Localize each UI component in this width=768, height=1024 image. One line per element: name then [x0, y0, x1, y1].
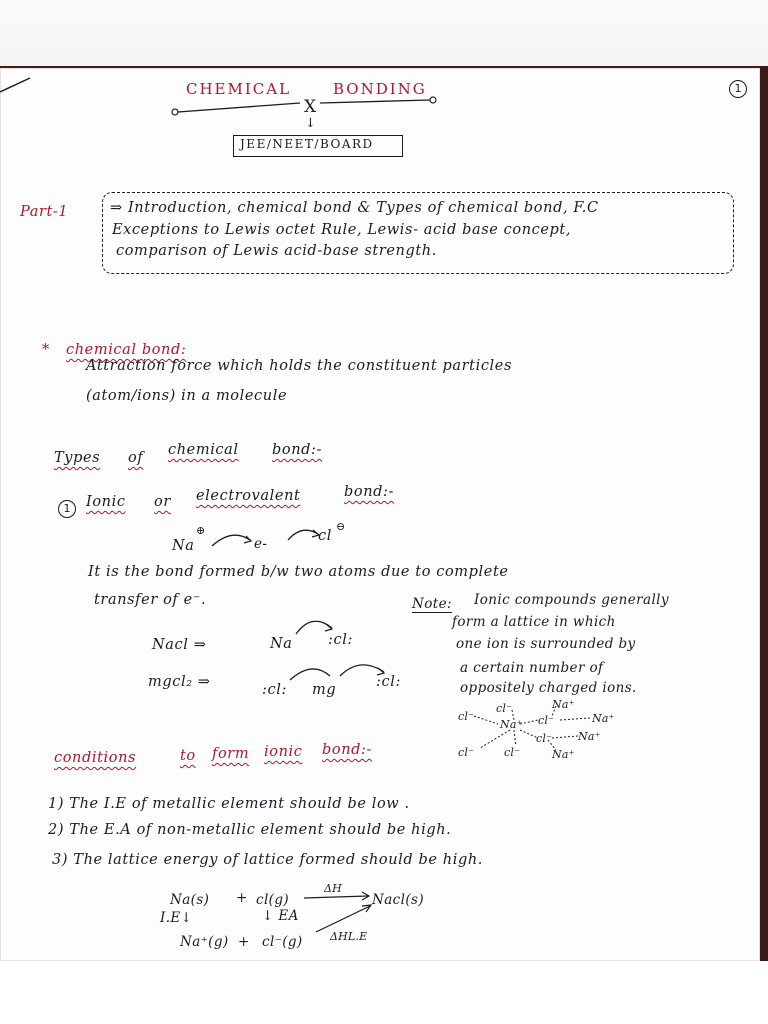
cycle-plus-1: + — [236, 890, 248, 906]
cycle-plus-2: + — [238, 934, 250, 950]
ionic-word-3: electrovalent — [196, 488, 301, 504]
condition-2: 2) The E.A of non-metallic element should be high. — [48, 822, 452, 838]
nacl-na: Na — [270, 636, 293, 652]
conditions-word-3: form — [212, 746, 250, 762]
lattice-ion-k: Na⁺ — [552, 748, 575, 761]
note-line-1: Ionic compounds generally — [474, 592, 669, 608]
ionic-electron: e- — [254, 536, 268, 552]
mgcl2-cl-left: :cl: — [262, 682, 287, 698]
types-word-2: of — [128, 450, 144, 466]
conditions-word-4: ionic — [264, 744, 303, 760]
lattice-ion-a: cl⁻ — [458, 710, 475, 723]
condition-3: 3) The lattice energy of lattice formed should be high. — [52, 852, 483, 868]
title-chemical: CHEMICAL — [186, 80, 292, 98]
note-label: Note: — [412, 596, 452, 612]
types-word-3: chemical — [168, 442, 239, 458]
conditions-word-2: to — [180, 748, 196, 764]
chemical-bond-heading: chemical bond: — [66, 342, 187, 358]
exam-label: JEE/NEET/BOARD — [240, 137, 374, 151]
title-cross: X — [304, 97, 319, 117]
cycle-na-s: Na(s) — [170, 892, 210, 908]
lattice-ion-c: Na⁺ — [552, 698, 575, 711]
cycle-ie: I.E↓ — [160, 910, 193, 926]
lattice-ion-h: Na⁺ — [578, 730, 601, 743]
cycle-na-g: Na⁺(g) — [180, 934, 229, 950]
chemical-bond-def-2: (atom/ions) in a molecule — [86, 388, 288, 404]
cycle-ea: ↓ EA — [262, 908, 299, 924]
cycle-cl-g: cl(g) — [256, 892, 290, 908]
ionic-desc-2: transfer of e⁻. — [94, 592, 207, 608]
lattice-ion-i: cl⁻ — [458, 746, 475, 759]
cycle-delta-h: ΔH — [324, 882, 342, 895]
part-line-1: ⇒ Introduction, chemical bond & Types of chemical bond, F.C — [110, 200, 599, 216]
mgcl2-label: mgcl₂ ⇒ — [148, 674, 211, 690]
lattice-ion-j: cl⁻ — [504, 746, 521, 759]
note-line-4: a certain number of — [460, 660, 604, 676]
part-label: Part-1 — [20, 204, 69, 220]
page-number: 1 — [729, 80, 747, 98]
ionic-na: Na — [172, 538, 195, 554]
note-line-2: form a lattice in which — [452, 614, 616, 630]
lattice-ion-g: cl⁻ — [536, 732, 553, 745]
condition-1: 1) The I.E of metallic element should be low . — [48, 796, 410, 812]
nacl-cl: :cl: — [328, 632, 353, 648]
mgcl2-mg: mg — [312, 682, 337, 698]
nacl-label: Nacl ⇒ — [152, 637, 207, 653]
ionic-word-1: Ionic — [86, 494, 126, 510]
cycle-nacl-s: Nacl(s) — [372, 892, 425, 908]
title-down-arrow: ↓ — [305, 116, 316, 131]
lattice-ion-e: cl⁻ — [538, 714, 555, 727]
cycle-delta-hle: ΔHL.E — [330, 930, 368, 943]
ionic-cl-charge: ⊖ — [336, 520, 346, 533]
star-bullet: * — [42, 342, 50, 358]
conditions-word-1: conditions — [54, 750, 137, 766]
part-line-2: Exceptions to Lewis octet Rule, Lewis- acid base concept, — [112, 222, 572, 238]
note-line-5: oppositely charged ions. — [460, 680, 637, 696]
conditions-word-5: bond:- — [322, 742, 373, 758]
title-bonding: BONDING — [333, 80, 427, 98]
note-line-3: one ion is surrounded by — [456, 636, 636, 652]
mgcl2-cl-right: :cl: — [376, 674, 401, 690]
lattice-ion-d: Na⁺ — [500, 718, 523, 731]
cycle-cl-g-2: cl⁻(g) — [262, 934, 303, 950]
lattice-ion-f: Na⁺ — [592, 712, 615, 725]
types-word-4: bond:- — [272, 442, 323, 458]
types-word-1: Types — [54, 450, 101, 466]
ionic-na-charge: ⊕ — [196, 524, 206, 537]
ionic-cl: cl — [318, 528, 332, 544]
part-line-3: comparison of Lewis acid-base strength. — [116, 243, 437, 259]
ionic-word-2: or — [154, 494, 171, 510]
ionic-word-4: bond:- — [344, 484, 395, 500]
lattice-ion-b: cl⁻ — [496, 702, 513, 715]
ionic-desc-1: It is the bond formed b/w two atoms due to complete — [88, 564, 509, 580]
ionic-number-circle: 1 — [58, 500, 76, 518]
chemical-bond-def-1: Attraction force which holds the constituent particles — [86, 358, 513, 374]
